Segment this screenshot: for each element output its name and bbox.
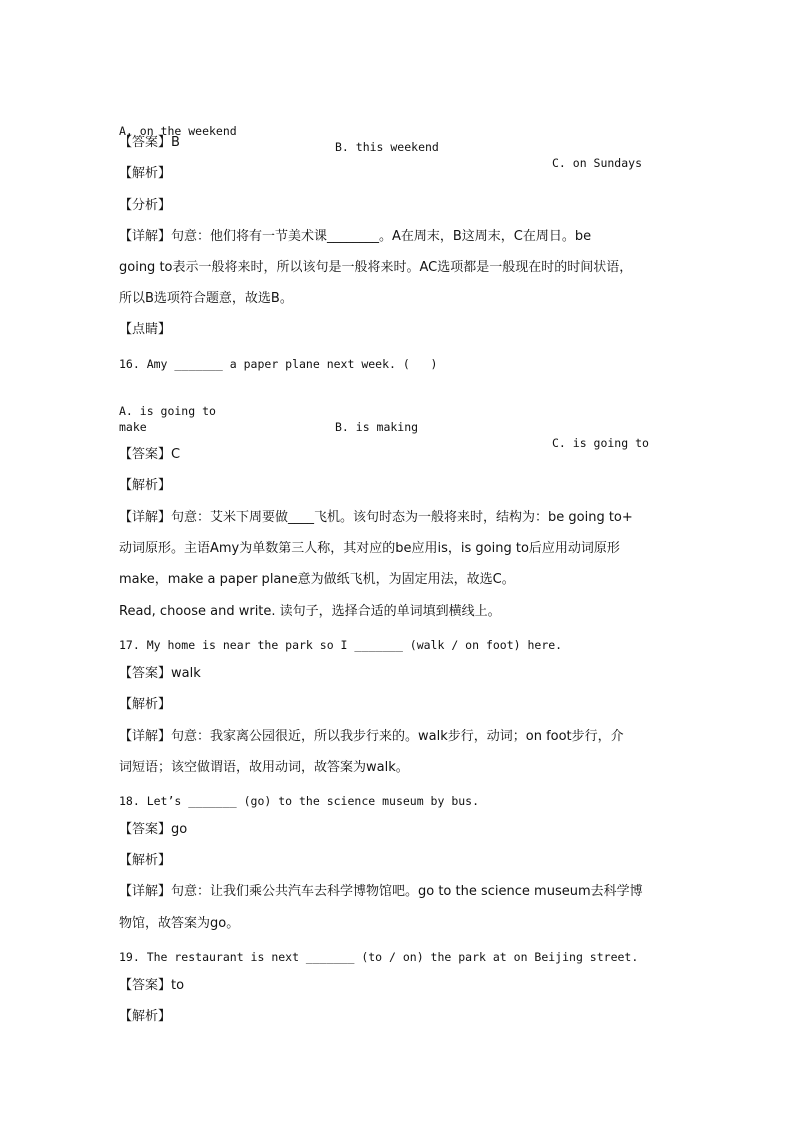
q16-option-c-continued: make <box>119 420 147 434</box>
q16-detail-line-2: 动词原形。主语Amy为单数第三人称，其对应的be应用is，is going to后应用动词原形 <box>119 541 620 556</box>
q19-question: 19. The restaurant is next _______ (to / on) the park at on Beijing street. <box>119 950 639 964</box>
q16-answer: 【答案】C <box>119 447 181 462</box>
q15-fenxi-heading: 【分析】 <box>119 198 172 213</box>
q16-option-b: B. is making <box>335 420 419 434</box>
q19-answer: 【答案】to <box>119 978 185 993</box>
section-instruction: Read, choose and write. 读句子，选择合适的单词填到横线上。 <box>119 604 501 619</box>
q15-detail-line-3: 所以B选项符合题意，故选B。 <box>119 291 293 306</box>
q17-detail-line-1: 【详解】句意：我家离公园很近，所以我步行来的。walk步行，动词；on foot步行，介 <box>119 729 624 744</box>
q17-analysis-heading: 【解析】 <box>119 697 172 712</box>
q17-detail-line-2: 词短语；该空做谓语，故用动词，故答案为walk。 <box>119 760 409 775</box>
q16-analysis-heading: 【解析】 <box>119 478 172 493</box>
q18-detail-line-1: 【详解】句意：让我们乘公共汽车去科学博物馆吧。go to the science museum去科学博 <box>119 884 643 899</box>
q15-answer: 【答案】B <box>119 135 180 150</box>
q19-analysis-heading: 【解析】 <box>119 1009 172 1024</box>
q16-option-a: A. is going to <box>119 404 216 418</box>
q16-option-c: C. is going to <box>552 436 649 450</box>
q15-detail-line-1: 【详解】句意：他们将有一节美术课________。A在周末，B这周末，C在周日。be <box>119 229 592 244</box>
q15-detail-line-2: going to表示一般将来时，所以该句是一般将来时。AC选项都是一般现在时的时间状语， <box>119 260 633 275</box>
q15-option-a: A. on the weekend <box>119 124 237 138</box>
q18-detail-line-2: 物馆，故答案为go。 <box>119 916 240 931</box>
q17-question: 17. My home is near the park so I _______ (walk / on foot) here. <box>119 638 563 652</box>
q15-option-c: C. on Sundays <box>552 156 643 170</box>
q16-detail-line-3: make，make a paper plane意为做纸飞机，为固定用法，故选C。 <box>119 572 515 587</box>
q15-option-b: B. this weekend <box>335 140 439 154</box>
q18-analysis-heading: 【解析】 <box>119 853 172 868</box>
q18-answer: 【答案】go <box>119 822 188 837</box>
q17-answer: 【答案】walk <box>119 666 201 681</box>
q16-detail-line-1: 【详解】句意：艾米下周要做____飞机。该句时态为一般将来时，结构为：be going to+ <box>119 510 633 525</box>
q15-analysis-heading: 【解析】 <box>119 166 172 181</box>
q15-dianjing-heading: 【点睛】 <box>119 322 172 337</box>
q18-question: 18. Let’s _______ (go) to the science museum by bus. <box>119 794 480 808</box>
q16-question: 16. Amy _______ a paper plane next week. ( ) <box>119 357 438 371</box>
